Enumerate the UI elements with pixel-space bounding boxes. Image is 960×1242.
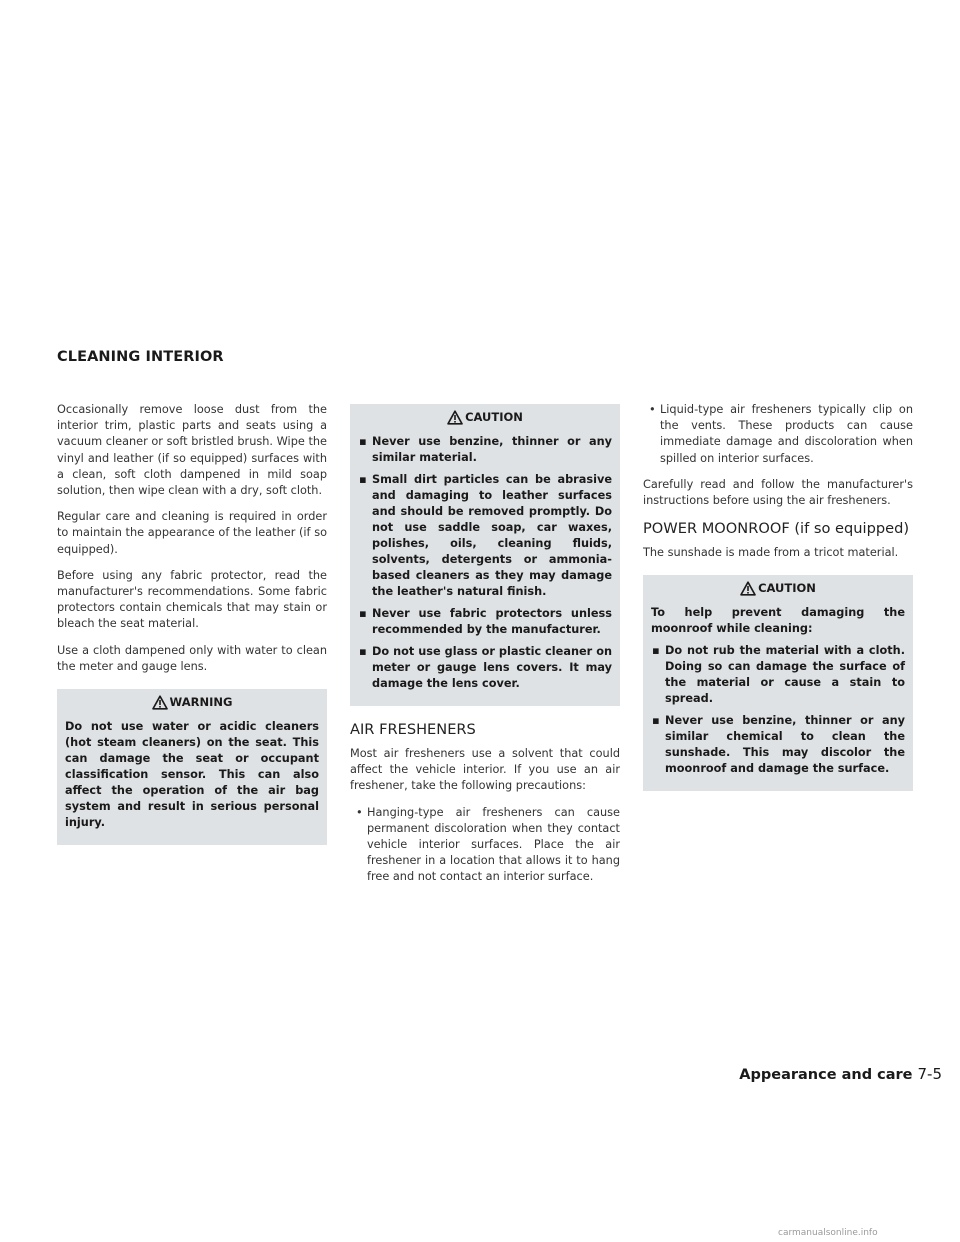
warning-header [65, 693, 319, 711]
list-item: • Hanging-type air fresheners can cause permanent discoloration when they contact vehicle interior surfaces. Place the air freshener in a location that allows it to hang free and not contact an interior surface. [350, 805, 620, 886]
caution-header [651, 579, 905, 597]
section-title: CLEANING INTERIOR [57, 349, 224, 365]
moonroof-heading: POWER MOONROOF (if so equipped) [643, 520, 910, 538]
warning-text: Do not use water or acidic cleaners (hot steam cleaners) on the seat. This can damage the seat or occupant classification sensor. This can also affect the operation of the air bag system and result in serious personal injury. [65, 720, 319, 830]
watermark: carmanualsonline.info [778, 1228, 878, 1238]
page-footer [739, 1065, 942, 1083]
caution-item: ▪ Never use fabric protectors unless recommended by the manufacturer. [358, 606, 612, 638]
warning-box [57, 689, 327, 845]
warning-triangle-icon [152, 695, 168, 710]
warning-triangle-icon [740, 581, 756, 596]
column-left [57, 402, 327, 859]
air-freshener-list [350, 805, 620, 886]
caution-list [651, 643, 905, 777]
warning-title: WARNING [169, 695, 233, 710]
warning-triangle-icon [447, 410, 463, 425]
list-item: • Liquid-type air fresheners typically clip on the vents. These products can cause immediate damage and discoloration when spilled on interior surfaces. [643, 402, 913, 467]
caution-title: CAUTION [465, 410, 523, 424]
column-right [643, 402, 913, 805]
caution-box [643, 575, 913, 791]
column-middle [350, 402, 620, 896]
caution-header [358, 408, 612, 426]
caution-list [358, 434, 612, 692]
paragraph: Before using any fabric protector, read the manufacturer's recommendations. Some fabric protectors contain chemicals that may stain or bleach the seat material. [57, 568, 327, 631]
paragraph: Occasionally remove loose dust from the interior trim, plastic parts and seats using a vacuum cleaner or soft bristled brush. Wipe the vinyl and leather (if so equipped) surfaces with a clean, soft cloth dampened in mild soap solution, then wipe clean with a dry, soft cloth. [57, 403, 327, 498]
paragraph: Regular care and cleaning is required in order to maintain the appearance of the leather (if so equipped). [57, 510, 327, 556]
paragraph: The sunshade is made from a tricot material. [643, 546, 899, 560]
caution-item: ▪ Small dirt particles can be abrasive and damaging to leather surfaces and should be removed promptly. Do not use saddle soap, car waxes, polishes, oils, cleaning fluids, solvents, detergents or ammonia-based cleaners as they may damage the leather's natural finish. [358, 472, 612, 600]
air-freshener-list-continued [643, 402, 913, 467]
caution-item: ▪ Never use benzine, thinner or any similar chemical to clean the sunshade. This may discolor the moonroof and damage the surface. [651, 713, 905, 777]
chapter-title: Appearance and care [739, 1067, 913, 1083]
caution-title: CAUTION [758, 581, 816, 596]
paragraph: Use a cloth dampened only with water to clean the meter and gauge lens. [57, 643, 327, 673]
caution-item: ▪ Do not rub the material with a cloth. Doing so can damage the surface of the material or cause a stain to spread. [651, 643, 905, 707]
caution-item: ▪ Never use benzine, thinner or any similar material. [358, 434, 612, 466]
page-number: 7-5 [917, 1065, 942, 1083]
air-fresheners-heading: AIR FRESHENERS [350, 721, 476, 738]
caution-item: ▪ Do not use glass or plastic cleaner on meter or gauge lens covers. It may damage the lens cover. [358, 644, 612, 692]
caution-box [350, 404, 620, 706]
paragraph: Carefully read and follow the manufacturer's instructions before using the air fresheners. [643, 477, 913, 508]
paragraph: Most air fresheners use a solvent that could affect the vehicle interior. If you use an air freshener, take the following precautions: [350, 747, 620, 793]
caution-intro: To help prevent damaging the moonroof while cleaning: [651, 606, 905, 636]
